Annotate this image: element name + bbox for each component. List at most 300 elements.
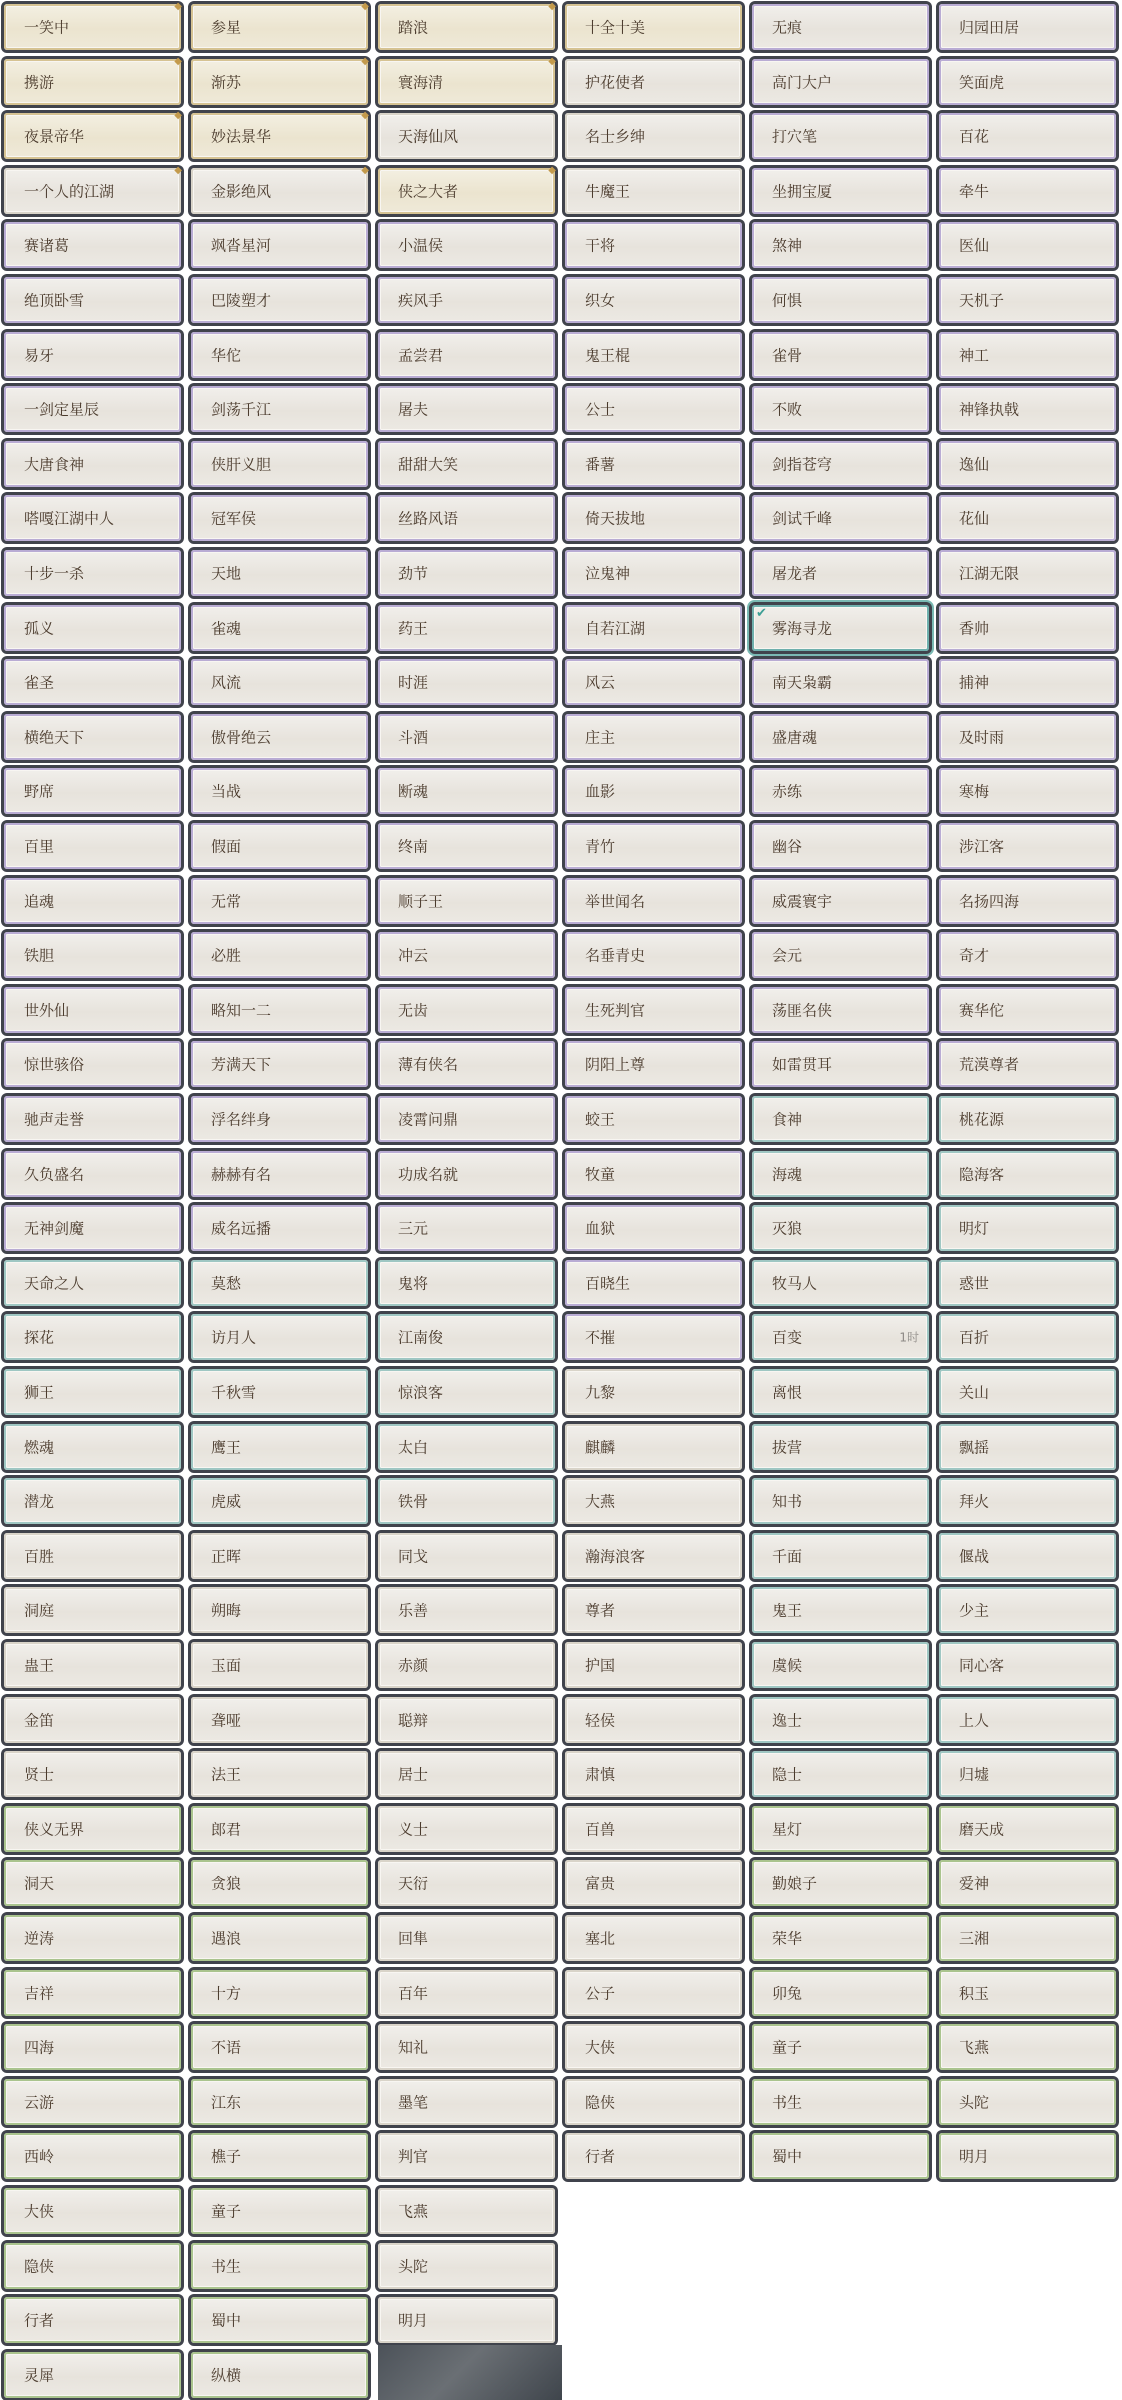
title-card[interactable] <box>378 1369 555 1415</box>
title-card[interactable] <box>4 1697 181 1743</box>
title-card[interactable] <box>191 823 368 869</box>
title-card[interactable] <box>4 495 181 541</box>
title-card[interactable] <box>565 823 742 869</box>
title-card[interactable] <box>378 605 555 651</box>
title-card[interactable] <box>378 1 556 50</box>
title-card[interactable] <box>378 1424 555 1470</box>
title-card[interactable] <box>4 441 181 487</box>
title-card[interactable] <box>752 1806 929 1852</box>
title-label: 牵牛 <box>959 182 990 201</box>
title-card[interactable] <box>191 1096 368 1142</box>
title-card[interactable] <box>939 2024 1116 2070</box>
title-card[interactable] <box>4 1533 181 1579</box>
title-card[interactable] <box>565 987 742 1033</box>
title-card[interactable] <box>378 1041 555 1087</box>
title-card[interactable] <box>752 1970 929 2016</box>
title-label: 天命之人 <box>24 1274 85 1293</box>
title-card[interactable] <box>752 495 929 541</box>
title-card[interactable] <box>939 659 1116 705</box>
title-card[interactable] <box>4 2352 181 2398</box>
title-label: 百折 <box>959 1328 990 1347</box>
title-card[interactable] <box>191 714 368 760</box>
title-card[interactable] <box>191 1041 368 1087</box>
title-card[interactable] <box>939 1533 1116 1579</box>
title-label: 神锋执戟 <box>959 400 1020 419</box>
title-card[interactable] <box>939 1205 1116 1251</box>
title-card[interactable] <box>752 1915 929 1961</box>
title-card[interactable] <box>939 222 1116 268</box>
title-card[interactable] <box>378 823 555 869</box>
title-card[interactable] <box>191 1478 368 1524</box>
title-card[interactable] <box>4 605 181 651</box>
title-card[interactable] <box>752 113 929 159</box>
title-card[interactable] <box>378 1260 555 1306</box>
title-label: 护花使者 <box>585 73 646 92</box>
title-card[interactable] <box>752 1424 929 1470</box>
title-card[interactable] <box>565 932 742 978</box>
title-label: 飒沓星河 <box>211 236 272 255</box>
title-card[interactable] <box>939 1041 1116 1087</box>
title-card[interactable] <box>378 714 555 760</box>
title-label: 不摧 <box>585 1328 616 1347</box>
title-card[interactable] <box>939 386 1116 432</box>
title-card[interactable] <box>4 1587 181 1633</box>
title-card[interactable] <box>191 1587 368 1633</box>
title-card[interactable] <box>378 878 555 924</box>
title-card[interactable] <box>378 1478 555 1524</box>
title-label: 吉祥 <box>24 1984 55 2003</box>
title-card[interactable] <box>752 386 929 432</box>
title-card[interactable] <box>191 768 368 814</box>
title-card[interactable] <box>191 878 368 924</box>
title-card[interactable] <box>191 332 368 378</box>
title-card[interactable] <box>4 878 181 924</box>
title-card[interactable] <box>378 550 555 596</box>
title-card[interactable] <box>565 605 742 651</box>
title-card[interactable] <box>565 1533 742 1579</box>
title-label: 疾风手 <box>398 291 444 310</box>
title-label: 必胜 <box>211 946 242 965</box>
title-card[interactable] <box>378 932 555 978</box>
title-card[interactable] <box>191 1 369 50</box>
corner-ornament-icon: ◆ <box>174 165 182 176</box>
title-card[interactable] <box>191 1314 368 1360</box>
title-card[interactable] <box>4 1478 181 1524</box>
title-card[interactable] <box>752 768 929 814</box>
title-card[interactable] <box>752 59 929 105</box>
title-card[interactable] <box>4 932 181 978</box>
title-card[interactable] <box>4 1205 181 1251</box>
title-label: 一剑定星辰 <box>24 400 100 419</box>
title-label: 煞神 <box>772 236 803 255</box>
title-card[interactable] <box>939 1751 1116 1797</box>
title-card[interactable] <box>4 2188 181 2234</box>
title-card[interactable] <box>4 659 181 705</box>
title-card[interactable] <box>565 768 742 814</box>
title-label: 假面 <box>211 837 242 856</box>
title-card[interactable] <box>4 1260 181 1306</box>
title-card[interactable] <box>565 4 742 50</box>
title-card[interactable] <box>752 2024 929 2070</box>
title-card[interactable] <box>4 1151 181 1197</box>
title-card[interactable] <box>939 1697 1116 1743</box>
title-card[interactable] <box>939 495 1116 541</box>
title-card[interactable] <box>4 1860 181 1906</box>
title-card[interactable] <box>939 714 1116 760</box>
title-card[interactable] <box>939 1260 1116 1306</box>
title-card[interactable] <box>191 2243 368 2289</box>
title-card[interactable] <box>752 605 929 651</box>
title-card[interactable] <box>378 2243 555 2289</box>
title-card[interactable] <box>191 550 368 596</box>
title-card[interactable] <box>4 1369 181 1415</box>
title-card[interactable] <box>4 714 181 760</box>
title-label: 孟尝君 <box>398 346 444 365</box>
title-card[interactable] <box>378 1697 555 1743</box>
title-card[interactable] <box>752 1041 929 1087</box>
title-card[interactable] <box>378 2297 555 2343</box>
title-card[interactable] <box>939 932 1116 978</box>
title-card[interactable] <box>752 932 929 978</box>
title-card[interactable] <box>191 2188 368 2234</box>
title-card[interactable] <box>191 56 369 105</box>
title-card[interactable] <box>565 2024 742 2070</box>
title-card[interactable] <box>939 277 1116 323</box>
title-card[interactable] <box>939 768 1116 814</box>
title-card[interactable] <box>378 1533 555 1579</box>
title-card[interactable] <box>378 495 555 541</box>
title-card[interactable] <box>378 1587 555 1633</box>
title-card[interactable] <box>191 441 368 487</box>
title-card[interactable] <box>4 1 182 50</box>
title-card[interactable] <box>752 1260 929 1306</box>
title-card[interactable] <box>939 59 1116 105</box>
title-label: 药王 <box>398 619 429 638</box>
title-card[interactable] <box>565 1314 742 1360</box>
title-card[interactable] <box>565 1587 742 1633</box>
title-card[interactable] <box>939 1151 1116 1197</box>
title-card[interactable] <box>939 1915 1116 1961</box>
title-card[interactable] <box>191 1424 368 1470</box>
title-card[interactable] <box>565 495 742 541</box>
title-card[interactable] <box>565 222 742 268</box>
title-card[interactable] <box>191 495 368 541</box>
title-card[interactable] <box>191 2024 368 2070</box>
title-card[interactable] <box>565 1369 742 1415</box>
title-card[interactable] <box>4 2024 181 2070</box>
title-card[interactable] <box>565 550 742 596</box>
title-card[interactable] <box>4 2133 181 2179</box>
title-label: 雀圣 <box>24 673 55 692</box>
title-card[interactable] <box>565 1860 742 1906</box>
title-card[interactable] <box>378 1806 555 1852</box>
title-card[interactable] <box>752 1369 929 1415</box>
title-card[interactable] <box>191 2352 368 2398</box>
title-card[interactable] <box>191 2297 368 2343</box>
title-card[interactable] <box>565 1751 742 1797</box>
title-card[interactable] <box>378 332 555 378</box>
title-card[interactable] <box>752 1860 929 1906</box>
title-card[interactable] <box>4 56 182 105</box>
title-label: 剑指苍穹 <box>772 455 833 474</box>
title-card[interactable] <box>378 2133 555 2179</box>
title-label: 江湖无限 <box>959 564 1020 583</box>
title-card[interactable] <box>939 113 1116 159</box>
title-card[interactable] <box>939 605 1116 651</box>
title-card[interactable] <box>378 1151 555 1197</box>
title-label: 樵子 <box>211 2147 242 2166</box>
title-card[interactable] <box>752 1205 929 1251</box>
title-label: 江南俊 <box>398 1328 444 1347</box>
title-card[interactable] <box>939 1096 1116 1142</box>
title-card[interactable] <box>378 441 555 487</box>
title-card[interactable] <box>752 1478 929 1524</box>
title-label: 护国 <box>585 1656 616 1675</box>
title-card[interactable] <box>565 386 742 432</box>
title-card[interactable] <box>378 56 556 105</box>
title-card[interactable] <box>191 1151 368 1197</box>
title-card[interactable] <box>378 222 555 268</box>
title-card[interactable] <box>565 1642 742 1688</box>
title-card[interactable] <box>939 1369 1116 1415</box>
title-card[interactable] <box>4 1041 181 1087</box>
title-card[interactable] <box>939 4 1116 50</box>
title-card[interactable] <box>565 1260 742 1306</box>
title-card[interactable] <box>939 550 1116 596</box>
title-card[interactable] <box>752 1587 929 1633</box>
title-label: 书生 <box>211 2257 242 2276</box>
title-card[interactable] <box>4 1751 181 1797</box>
title-card[interactable] <box>939 1478 1116 1524</box>
title-card[interactable] <box>4 165 182 214</box>
title-label: 虞候 <box>772 1656 803 1675</box>
title-label: 鬼王棍 <box>585 346 631 365</box>
title-card[interactable] <box>4 768 181 814</box>
title-card[interactable] <box>191 605 368 651</box>
title-label: 洞天 <box>24 1874 55 1893</box>
title-card[interactable] <box>378 277 555 323</box>
title-card[interactable] <box>565 1096 742 1142</box>
title-card[interactable] <box>191 1205 368 1251</box>
title-card[interactable] <box>4 550 181 596</box>
title-label: 无齿 <box>398 1001 429 1020</box>
title-card[interactable] <box>378 1970 555 2016</box>
title-card[interactable] <box>752 1151 929 1197</box>
title-card[interactable] <box>4 1424 181 1470</box>
title-card[interactable] <box>939 878 1116 924</box>
title-card[interactable] <box>752 878 929 924</box>
title-card[interactable] <box>378 1915 555 1961</box>
title-card[interactable] <box>565 1915 742 1961</box>
title-label: 隐士 <box>772 1765 803 1784</box>
title-card[interactable] <box>378 768 555 814</box>
title-label: 威震寰宇 <box>772 892 833 911</box>
title-card[interactable] <box>191 386 368 432</box>
title-card[interactable] <box>565 1697 742 1743</box>
title-card[interactable] <box>939 2133 1116 2179</box>
title-card[interactable] <box>752 1642 929 1688</box>
title-card[interactable] <box>378 165 556 214</box>
title-card[interactable] <box>191 1860 368 1906</box>
title-label: 潜龙 <box>24 1492 55 1511</box>
title-card[interactable] <box>4 277 181 323</box>
title-card[interactable] <box>939 987 1116 1033</box>
title-card[interactable] <box>939 1424 1116 1470</box>
title-card[interactable] <box>378 2188 555 2234</box>
title-card[interactable] <box>752 823 929 869</box>
title-card[interactable] <box>4 2243 181 2289</box>
title-card[interactable] <box>565 2133 742 2179</box>
title-label: 风流 <box>211 673 242 692</box>
title-label: 名扬四海 <box>959 892 1020 911</box>
title-card[interactable] <box>565 113 742 159</box>
title-label: 百年 <box>398 1984 429 2003</box>
title-card[interactable] <box>378 987 555 1033</box>
title-card[interactable] <box>565 2079 742 2125</box>
title-card[interactable] <box>4 987 181 1033</box>
title-card[interactable] <box>378 2079 555 2125</box>
title-card[interactable] <box>378 386 555 432</box>
title-card[interactable] <box>378 2024 555 2070</box>
title-card[interactable] <box>939 2079 1116 2125</box>
title-card[interactable] <box>565 1151 742 1197</box>
title-card[interactable] <box>191 1806 368 1852</box>
title-card[interactable] <box>752 222 929 268</box>
title-card[interactable] <box>752 659 929 705</box>
corner-ornament-icon: ◆ <box>361 165 369 176</box>
title-card[interactable] <box>565 1970 742 2016</box>
title-label: 天衍 <box>398 1874 429 1893</box>
title-label: 偃战 <box>959 1547 990 1566</box>
title-card[interactable] <box>4 1096 181 1142</box>
title-card[interactable] <box>565 1424 742 1470</box>
title-card[interactable] <box>939 823 1116 869</box>
title-card[interactable] <box>4 386 181 432</box>
title-card[interactable] <box>565 714 742 760</box>
title-label: 略知一二 <box>211 1001 272 1020</box>
title-card[interactable] <box>191 659 368 705</box>
title-card[interactable] <box>191 277 368 323</box>
title-card[interactable] <box>565 59 742 105</box>
title-card[interactable] <box>752 2133 929 2179</box>
title-card[interactable] <box>191 1533 368 1579</box>
title-card[interactable] <box>4 1806 181 1852</box>
title-card[interactable] <box>565 659 742 705</box>
title-card[interactable] <box>191 987 368 1033</box>
title-card[interactable] <box>191 1751 368 1797</box>
title-card[interactable] <box>939 332 1116 378</box>
title-label: 天机子 <box>959 291 1005 310</box>
title-card[interactable] <box>565 277 742 323</box>
title-card[interactable] <box>752 2079 929 2125</box>
title-card[interactable] <box>565 332 742 378</box>
title-label: 公士 <box>585 400 616 419</box>
title-label: 庄主 <box>585 728 616 747</box>
title-card[interactable] <box>565 1478 742 1524</box>
title-card[interactable] <box>939 441 1116 487</box>
title-card[interactable] <box>939 1860 1116 1906</box>
title-card[interactable] <box>4 222 181 268</box>
title-card[interactable] <box>565 168 742 214</box>
title-card[interactable] <box>4 2297 181 2343</box>
title-label: 金笛 <box>24 1711 55 1730</box>
title-card[interactable] <box>939 168 1116 214</box>
title-card[interactable] <box>4 1970 181 2016</box>
title-card[interactable] <box>191 2079 368 2125</box>
title-card[interactable] <box>752 987 929 1033</box>
title-card[interactable] <box>752 1533 929 1579</box>
title-card[interactable] <box>752 1314 929 1360</box>
title-card[interactable] <box>752 714 929 760</box>
title-card[interactable] <box>565 878 742 924</box>
title-card[interactable] <box>939 1806 1116 1852</box>
title-card[interactable] <box>378 1751 555 1797</box>
title-card[interactable] <box>752 1751 929 1797</box>
title-card[interactable] <box>752 441 929 487</box>
title-card[interactable] <box>378 1096 555 1142</box>
title-card[interactable] <box>191 1260 368 1306</box>
title-label: 天海仙风 <box>398 127 459 146</box>
title-card[interactable] <box>752 277 929 323</box>
title-label: 赛诸葛 <box>24 236 70 255</box>
title-card[interactable] <box>752 1096 929 1142</box>
title-card[interactable] <box>752 4 929 50</box>
title-card[interactable] <box>191 1642 368 1688</box>
title-card[interactable] <box>378 1860 555 1906</box>
title-card[interactable] <box>4 2079 181 2125</box>
title-card[interactable] <box>191 1697 368 1743</box>
title-card[interactable] <box>378 1205 555 1251</box>
title-label: 正晖 <box>211 1547 242 1566</box>
title-label: 嗒嘎江湖中人 <box>24 509 115 528</box>
title-card[interactable] <box>191 110 369 159</box>
title-card[interactable] <box>565 1205 742 1251</box>
title-label: 百花 <box>959 127 990 146</box>
title-card[interactable] <box>191 222 368 268</box>
title-card[interactable] <box>378 1642 555 1688</box>
checkmark-icon: ✔ <box>756 606 767 621</box>
title-card[interactable] <box>4 332 181 378</box>
title-card[interactable] <box>939 1642 1116 1688</box>
title-card[interactable] <box>378 113 555 159</box>
title-card[interactable] <box>378 1314 555 1360</box>
title-card[interactable] <box>191 932 368 978</box>
title-card[interactable] <box>4 110 182 159</box>
title-card[interactable] <box>939 1314 1116 1360</box>
title-card[interactable] <box>939 1970 1116 2016</box>
title-label: 威名远播 <box>211 1219 272 1238</box>
title-card[interactable] <box>191 1369 368 1415</box>
title-card[interactable] <box>752 168 929 214</box>
title-card[interactable] <box>191 1915 368 1961</box>
title-card[interactable] <box>752 550 929 596</box>
title-card[interactable] <box>4 1314 181 1360</box>
title-card[interactable] <box>378 659 555 705</box>
title-card[interactable] <box>4 1642 181 1688</box>
title-card[interactable] <box>565 1041 742 1087</box>
title-card[interactable] <box>4 1915 181 1961</box>
title-card[interactable] <box>191 1970 368 2016</box>
title-card[interactable] <box>752 1697 929 1743</box>
title-card[interactable] <box>565 441 742 487</box>
title-card[interactable] <box>939 1587 1116 1633</box>
title-card[interactable] <box>752 332 929 378</box>
title-card[interactable] <box>565 1806 742 1852</box>
title-card[interactable] <box>4 823 181 869</box>
title-card[interactable] <box>191 2133 368 2179</box>
title-label: 铁骨 <box>398 1492 429 1511</box>
title-card[interactable] <box>191 165 369 214</box>
